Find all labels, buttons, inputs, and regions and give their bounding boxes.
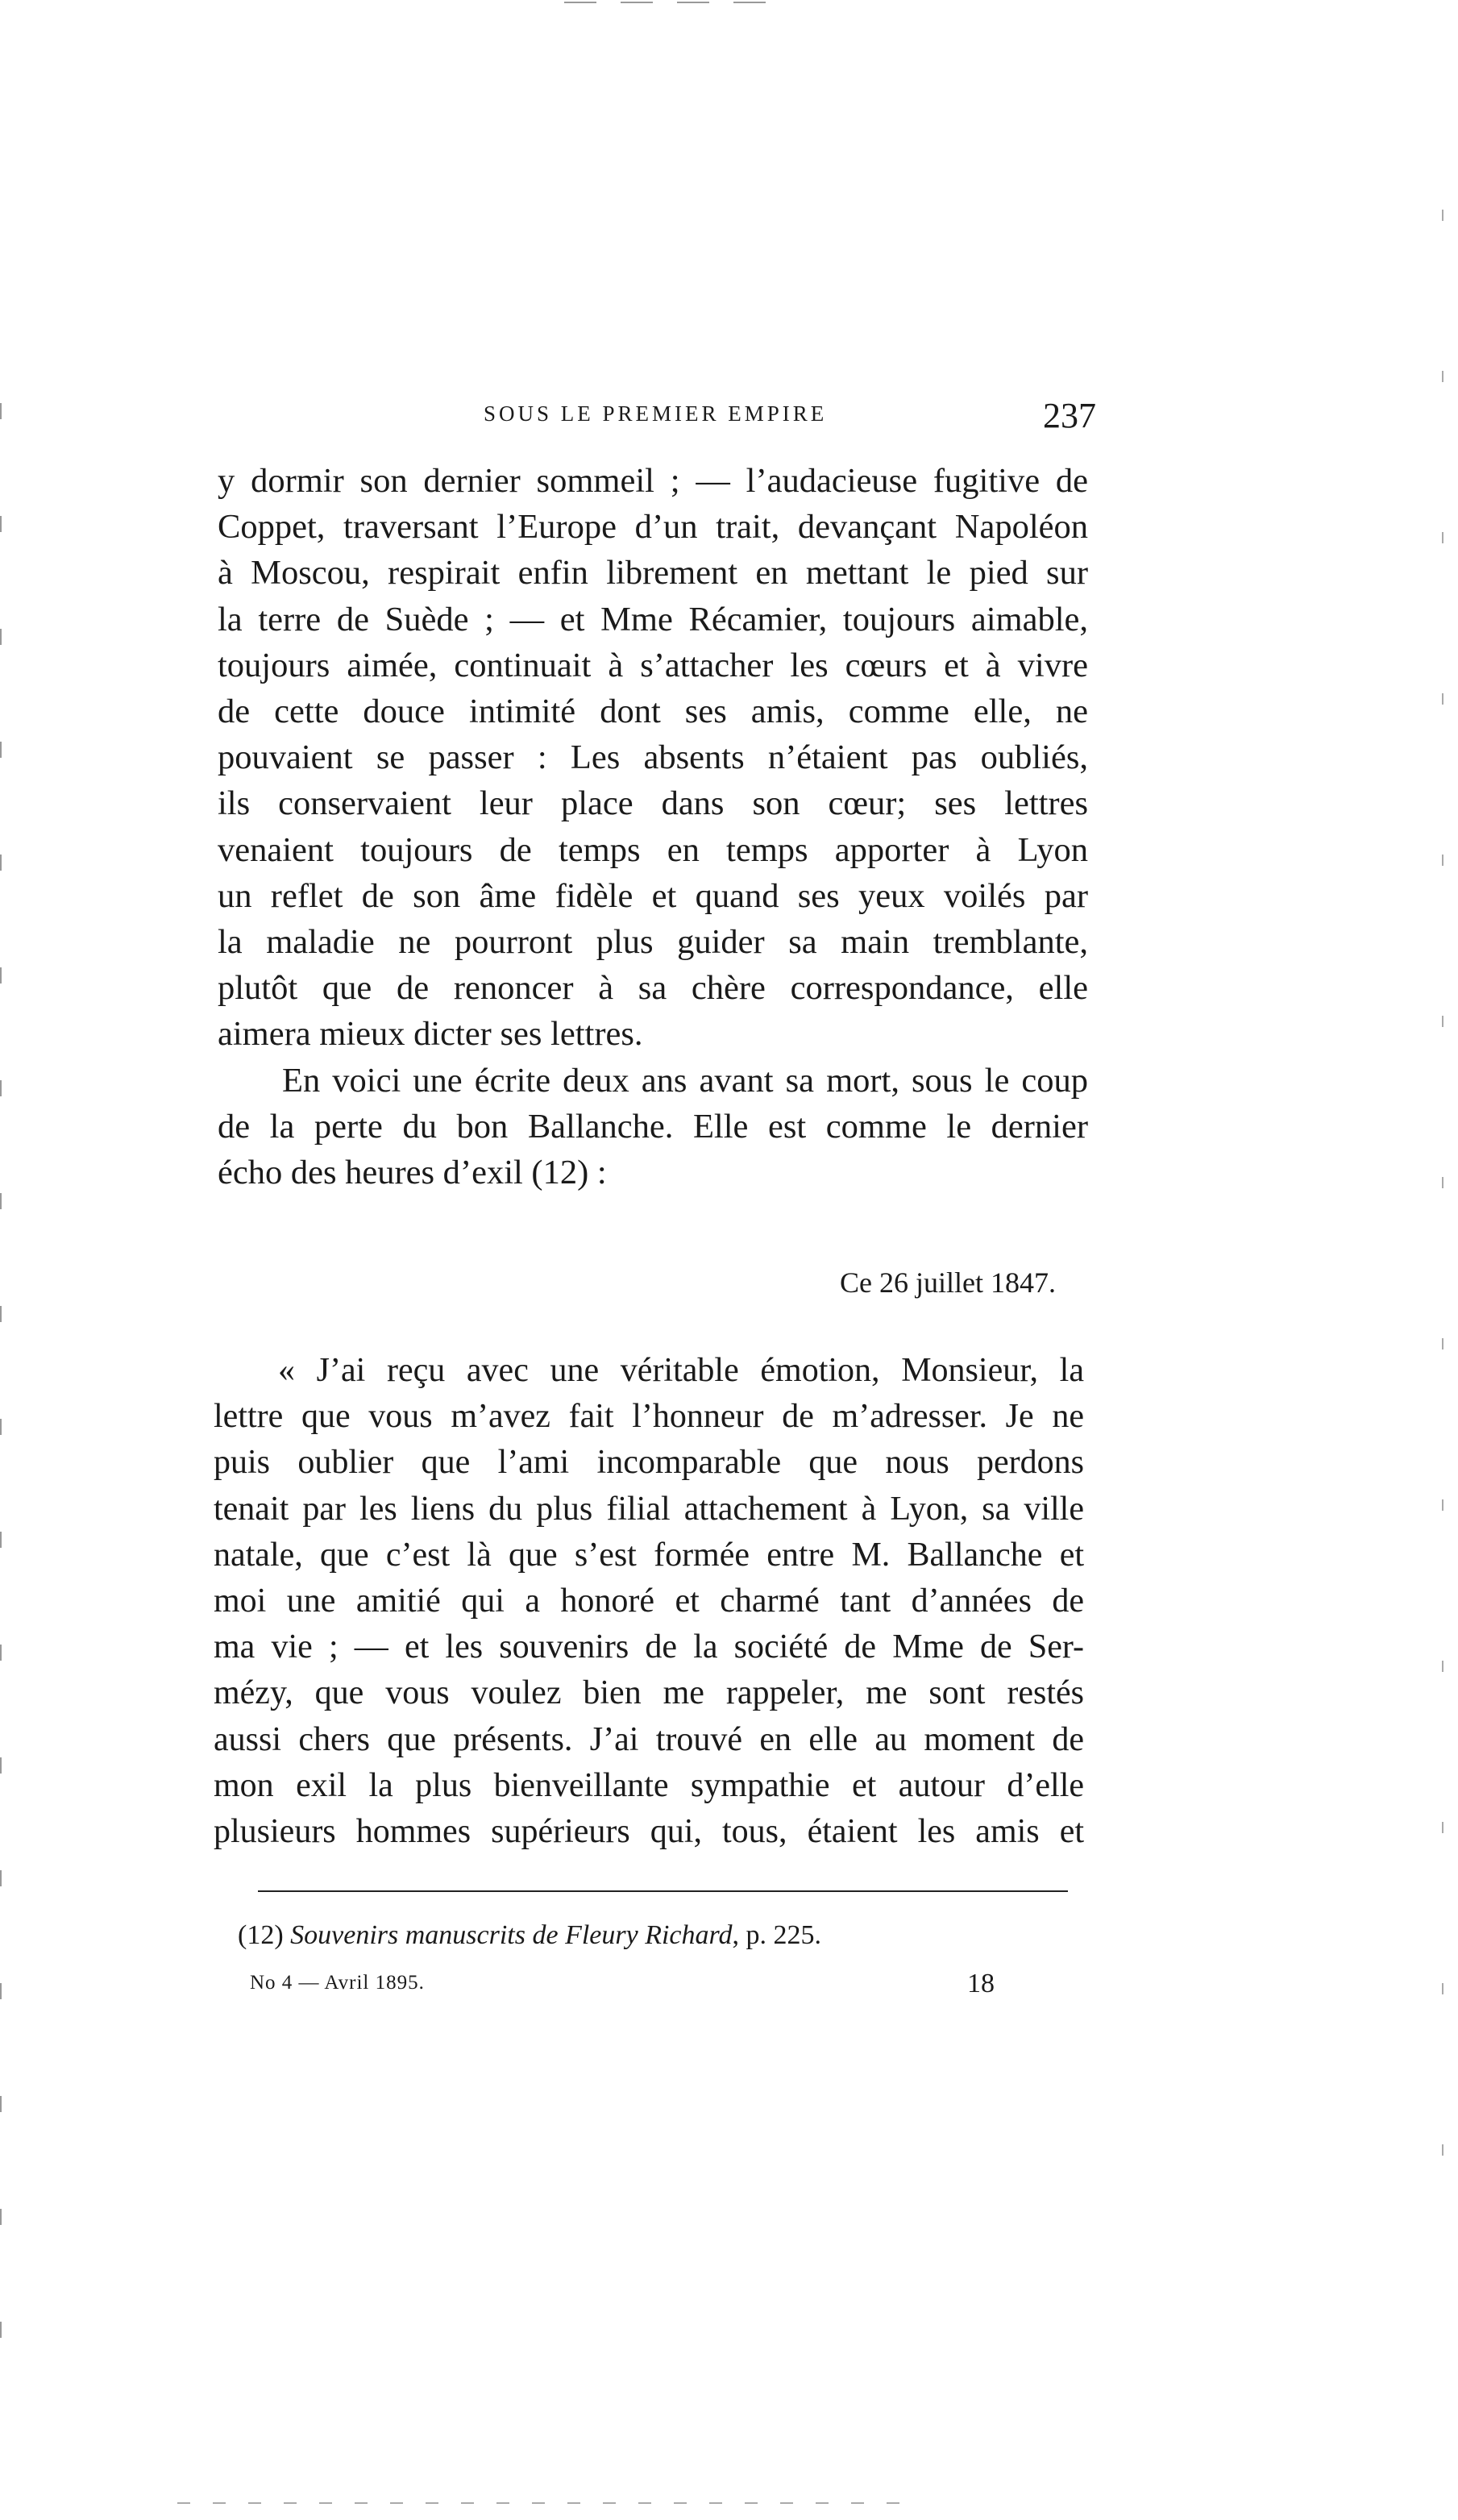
scan-edge-top (564, 2, 774, 3)
body-line: écho des heures d’exil (12) : (218, 1154, 607, 1192)
letter-line: lettre que vous m’avez fait l’honneur de m’adresser. Je ne (214, 1398, 1084, 1436)
letter-line: mon exil la plus bienveillante sympathie et autour d’elle (214, 1766, 1084, 1804)
letter-line: aussi chers que présents. J’ai trouvé en elle au moment de (214, 1720, 1084, 1758)
sheet-number: 18 (967, 1969, 995, 1998)
body-line: aimera mieux dicter ses lettres. (218, 1015, 643, 1054)
body-paragraphs (218, 458, 1088, 1196)
letter-line: natale, que c’est là que s’est formée entre M. Ballanche et (214, 1536, 1084, 1574)
letter-line: puis oublier que l’ami incomparable que nous perdons (214, 1444, 1084, 1482)
body-line: la maladie ne pourront plus guider sa main tremblante, (218, 923, 1088, 962)
page-number: 237 (1043, 396, 1096, 435)
page-header (218, 395, 1096, 443)
scan-edge-left (0, 403, 2, 2338)
footnote-number: (12) (238, 1920, 284, 1950)
body-line: pouvaient se passer : Les absents n’étaient pas oubliés, (218, 738, 1088, 777)
body-line: En voici une écrite deux ans avant sa mort, sous le coup (282, 1061, 1088, 1100)
letter-line: plusieurs hommes supérieurs qui, tous, étaient les amis et (214, 1813, 1084, 1851)
footnote-page-ref: , p. 225. (732, 1920, 821, 1950)
body-line: y dormir son dernier sommeil ; — l’audacieuse fugitive de (218, 462, 1088, 500)
letter-quotation (214, 1348, 1084, 1855)
body-line: de la perte du bon Ballanche. Elle est comme le dernier (218, 1107, 1088, 1146)
running-title: SOUS LE PREMIER EMPIRE (484, 401, 828, 426)
body-line: toujours aimée, continuait à s’attacher les cœurs et à vivre (218, 646, 1088, 684)
body-line: plutôt que de renoncer à sa chère correspondance, elle (218, 969, 1088, 1008)
body-line: Coppet, traversant l’Europe d’un trait, devançant Napoléon (218, 508, 1088, 547)
letter-line: moi une amitié qui a honoré et charmé tant d’années de (214, 1582, 1084, 1620)
letter-line: tenait par les liens du plus filial attachement à Lyon, sa ville (214, 1490, 1084, 1528)
footnote-divider (258, 1890, 1068, 1892)
footnote-title: Souvenirs manuscrits de Fleury Richard (290, 1920, 733, 1950)
body-line: venaient toujours de temps en temps apporter à Lyon (218, 830, 1088, 869)
printer-signature-mark: No 4 — Avril 1895. (250, 1972, 425, 1994)
letter-line: mézy, que vous voulez bien me rappeler, me sont restés (214, 1674, 1084, 1712)
scan-edge-right (1442, 210, 1443, 2306)
letter-dateline: Ce 26 juillet 1847. (840, 1266, 1056, 1299)
body-line: de cette douce intimité dont ses amis, comme elle, ne (218, 692, 1088, 731)
letter-line: « J’ai reçu avec une véritable émotion, Monsieur, la (278, 1352, 1084, 1389)
scan-edge-bottom (177, 2502, 903, 2504)
body-line: à Moscou, respirait enfin librement en mettant le pied sur (218, 554, 1088, 593)
body-line: un reflet de son âme fidèle et quand ses yeux voilés par (218, 876, 1088, 915)
body-line: la terre de Suède ; — et Mme Récamier, toujours aimable, (218, 600, 1088, 638)
letter-line: ma vie ; — et les souvenirs de la société de Mme de Ser- (214, 1628, 1084, 1666)
footnote (238, 1920, 821, 1951)
body-line: ils conservaient leur place dans son cœur; ses lettres (218, 784, 1088, 823)
